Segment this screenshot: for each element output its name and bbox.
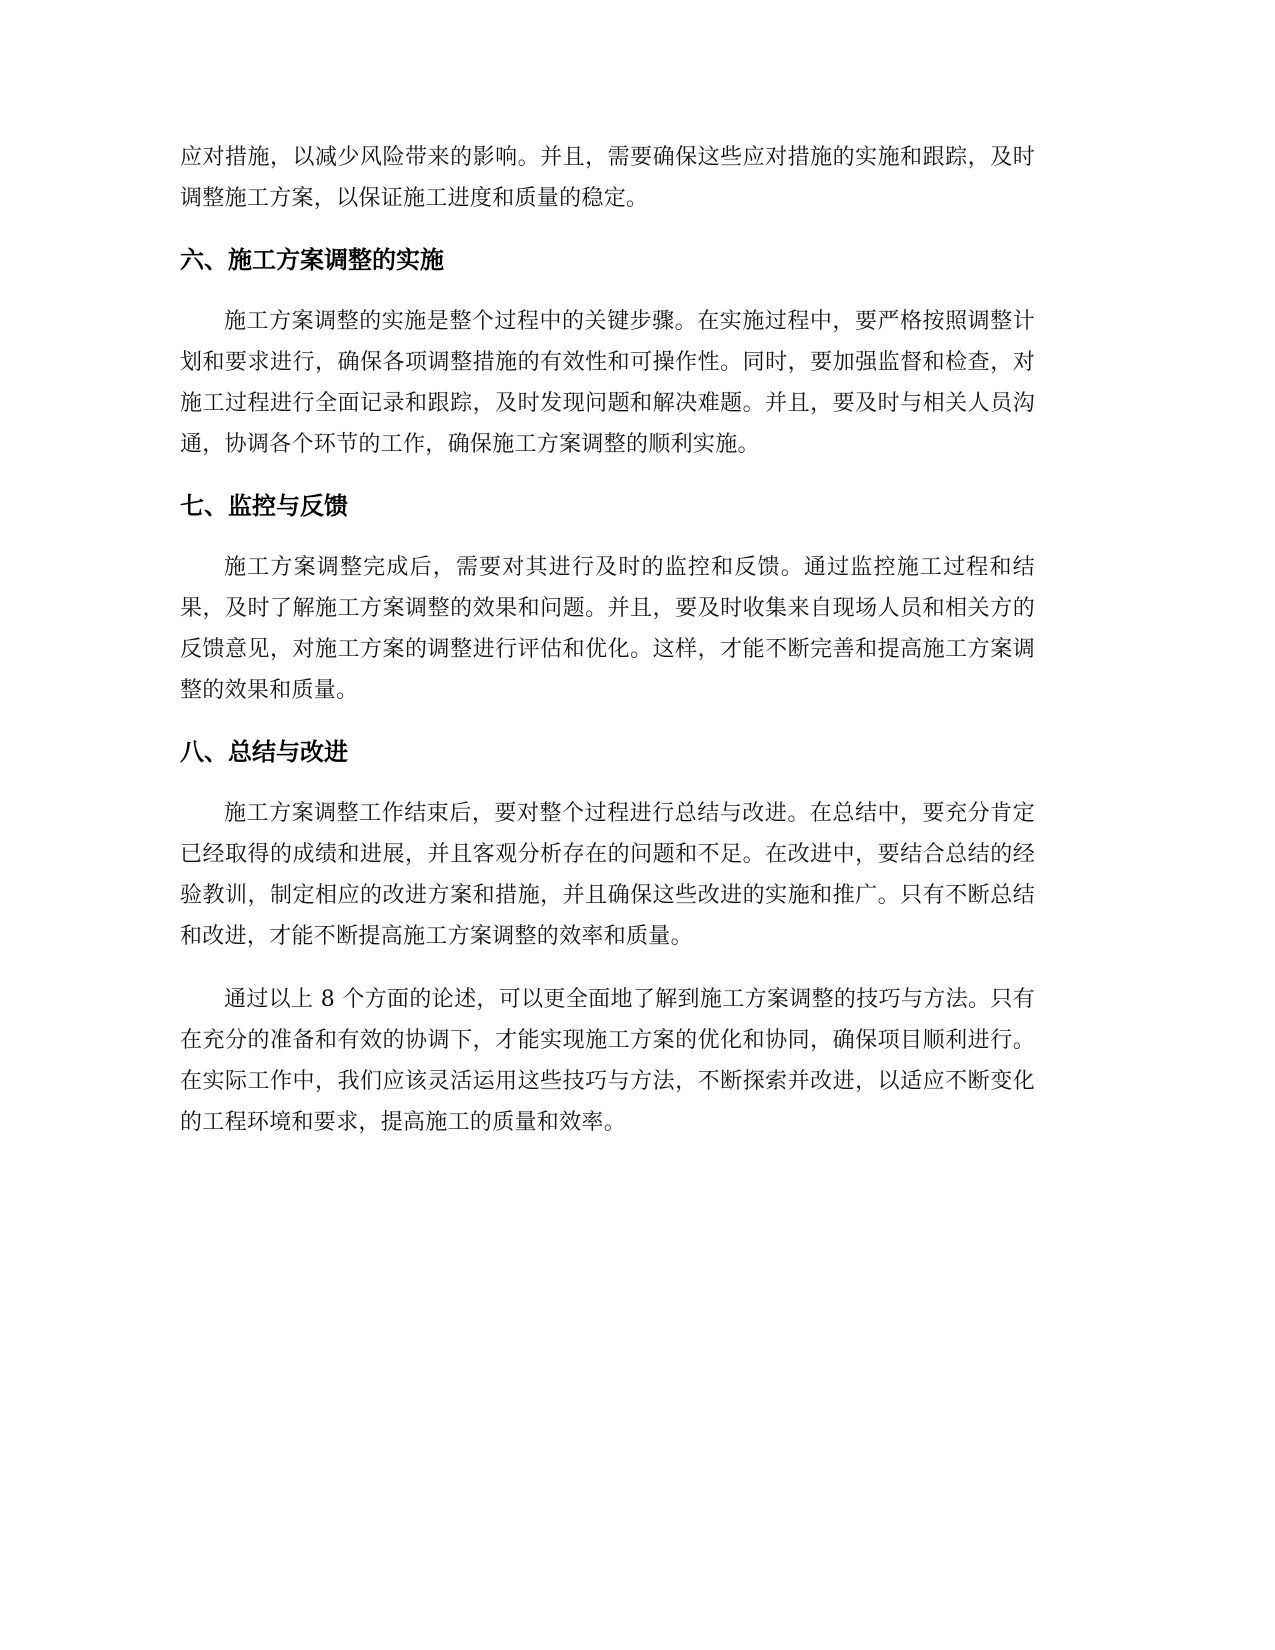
conclusion-paragraph: 通过以上 8 个方面的论述，可以更全面地了解到施工方案调整的技巧与方法。只有在充分的准备和有效的协调下，才能实现施工方案的优化和协同，确保项目顺利进行。在实际工作中，我们应该灵活运用这些技巧与方法，不断探索并改进，以适应不断变化的工程环境和要求，提高施工的质量和效率。 — [180, 987, 1035, 1135]
section-heading-6: 六、施工方案调整的实施 — [180, 246, 444, 274]
intro-paragraph: 应对措施，以减少风险带来的影响。并且，需要确保这些应对措施的实施和跟踪，及时调整施工方案，以保证施工进度和质量的稳定。 — [180, 145, 1035, 211]
section-heading-7: 七、监控与反馈 — [180, 492, 348, 520]
section-paragraph-6: 施工方案调整的实施是整个过程中的关键步骤。在实施过程中，要严格按照调整计划和要求进行，确保各项调整措施的有效性和可操作性。同时，要加强监督和检查，对施工过程进行全面记录和跟踪，及时发现问题和解决难题。并且，要及时与相关人员沟通，协调各个环节的工作，确保施工方案调整的顺利实施。 — [180, 309, 1035, 457]
section-paragraph-7: 施工方案调整完成后，需要对其进行及时的监控和反馈。通过监控施工过程和结果，及时了解施工方案调整的效果和问题。并且，要及时收集来自现场人员和相关方的反馈意见，对施工方案的调整进行评估和优化。这样，才能不断完善和提高施工方案调整的效果和质量。 — [180, 555, 1035, 703]
section-heading-8: 八、总结与改进 — [180, 738, 348, 766]
section-paragraph-8: 施工方案调整工作结束后，要对整个过程进行总结与改进。在总结中，要充分肯定已经取得的成绩和进展，并且客观分析存在的问题和不足。在改进中，要结合总结的经验教训，制定相应的改进方案和措施，并且确保这些改进的实施和推广。只有不断总结和改进，才能不断提高施工方案调整的效率和质量。 — [180, 801, 1035, 949]
document-page — [180, 137, 1035, 1143]
